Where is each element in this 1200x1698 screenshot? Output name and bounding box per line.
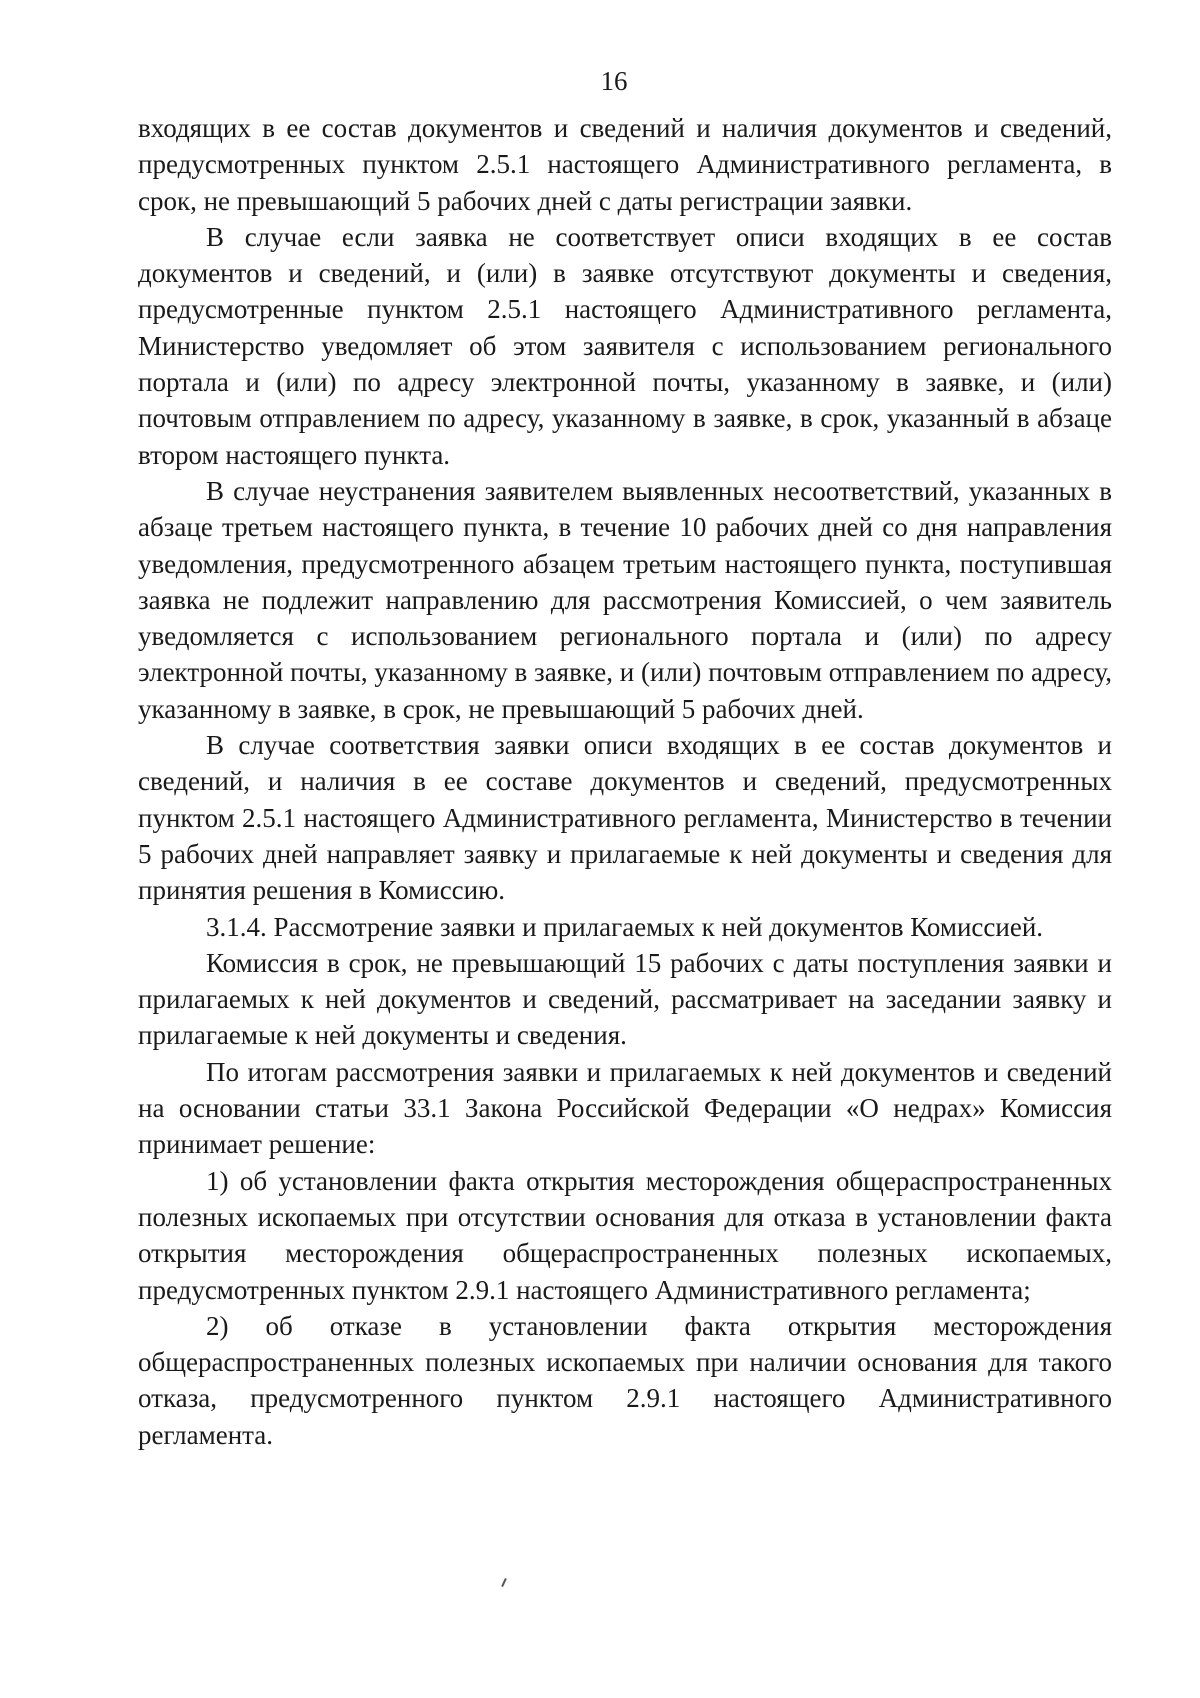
- paragraph-unresolved-nonconformity: В случае неустранения заявителем выявленных несоответствий, указанных в абзаце третьем настоящего пункта, в течение 10 рабочих дней со дня направления уведомления, предусмотренного абзацем третьим настоящего пункта, поступившая заявка не подлежит направлению для рассмотрения Комиссией, о чем заявитель уведомляется с использованием регионального портала и (или) по адресу электронной почты, указанному в заявке, и (или) почтовым отправлением по адресу, указанному в заявке, в срок, не превышающий 5 рабочих дней.: [138, 475, 1112, 724]
- paragraph-conformity-forwarding: В случае соответствия заявки описи входящих в ее состав документов и сведений, и наличия в ее составе документов и сведений, предусмотренных пунктом 2.5.1 настоящего Административного регламента, Министерство в течении 5 рабочих дней направляет заявку и прилагаемые к ней документы и сведения для принятия решения в Комиссию.: [138, 730, 1112, 906]
- section-heading-3-1-4: 3.1.4. Рассмотрение заявки и прилагаемых к ней документов Комиссией.: [206, 911, 1044, 942]
- paragraph-commission-decision: По итогам рассмотрения заявки и прилагаемых к ней документов и сведений на основании статьи 33.1 Закона Российской Федерации «О недрах» Комиссия принимает решение:: [138, 1056, 1112, 1160]
- document-body: [138, 110, 1112, 1453]
- scan-artifact-mark: [501, 1578, 507, 1587]
- list-item-decision-1: 1) об установлении факта открытия месторождения общераспространенных полезных ископаемых при отсутствии основания для отказа в установлении факта открытия месторождения общераспространенных полезных ископаемых, предусмотренных пунктом 2.9.1 настоящего Административного регламента;: [138, 1165, 1112, 1305]
- list-item-decision-2: 2) об отказе в установлении факта открытия месторождения общераспространенных полезных ископаемых при наличии основания для такого отказа, предусмотренного пунктом 2.9.1 настоящего Административного регламента.: [138, 1310, 1112, 1450]
- paragraph-nonconformity-notice: В случае если заявка не соответствует описи входящих в ее состав документов и сведений, и (или) в заявке отсутствуют документы и сведения, предусмотренные пунктом 2.5.1 настоящего Административного регламента, Министерство уведомляет об этом заявителя с использованием регионального портала и (или) по адресу электронной почты, указанному в заявке, и (или) почтовым отправлением по адресу, указанному в заявке, в срок, указанный в абзаце втором настоящего пункта.: [138, 221, 1112, 470]
- page-number: 16: [600, 66, 628, 96]
- paragraph-commission-review: Комиссия в срок, не превышающий 15 рабочих с даты поступления заявки и прилагаемых к ней документов и сведений, рассматривает на заседании заявку и прилагаемые к ней документы и сведения.: [138, 947, 1112, 1051]
- paragraph-continuation: входящих в ее состав документов и сведений и наличия документов и сведений, предусмотренных пунктом 2.5.1 настоящего Административного регламента, в срок, не превышающий 5 рабочих дней с даты регистрации заявки.: [138, 113, 1112, 216]
